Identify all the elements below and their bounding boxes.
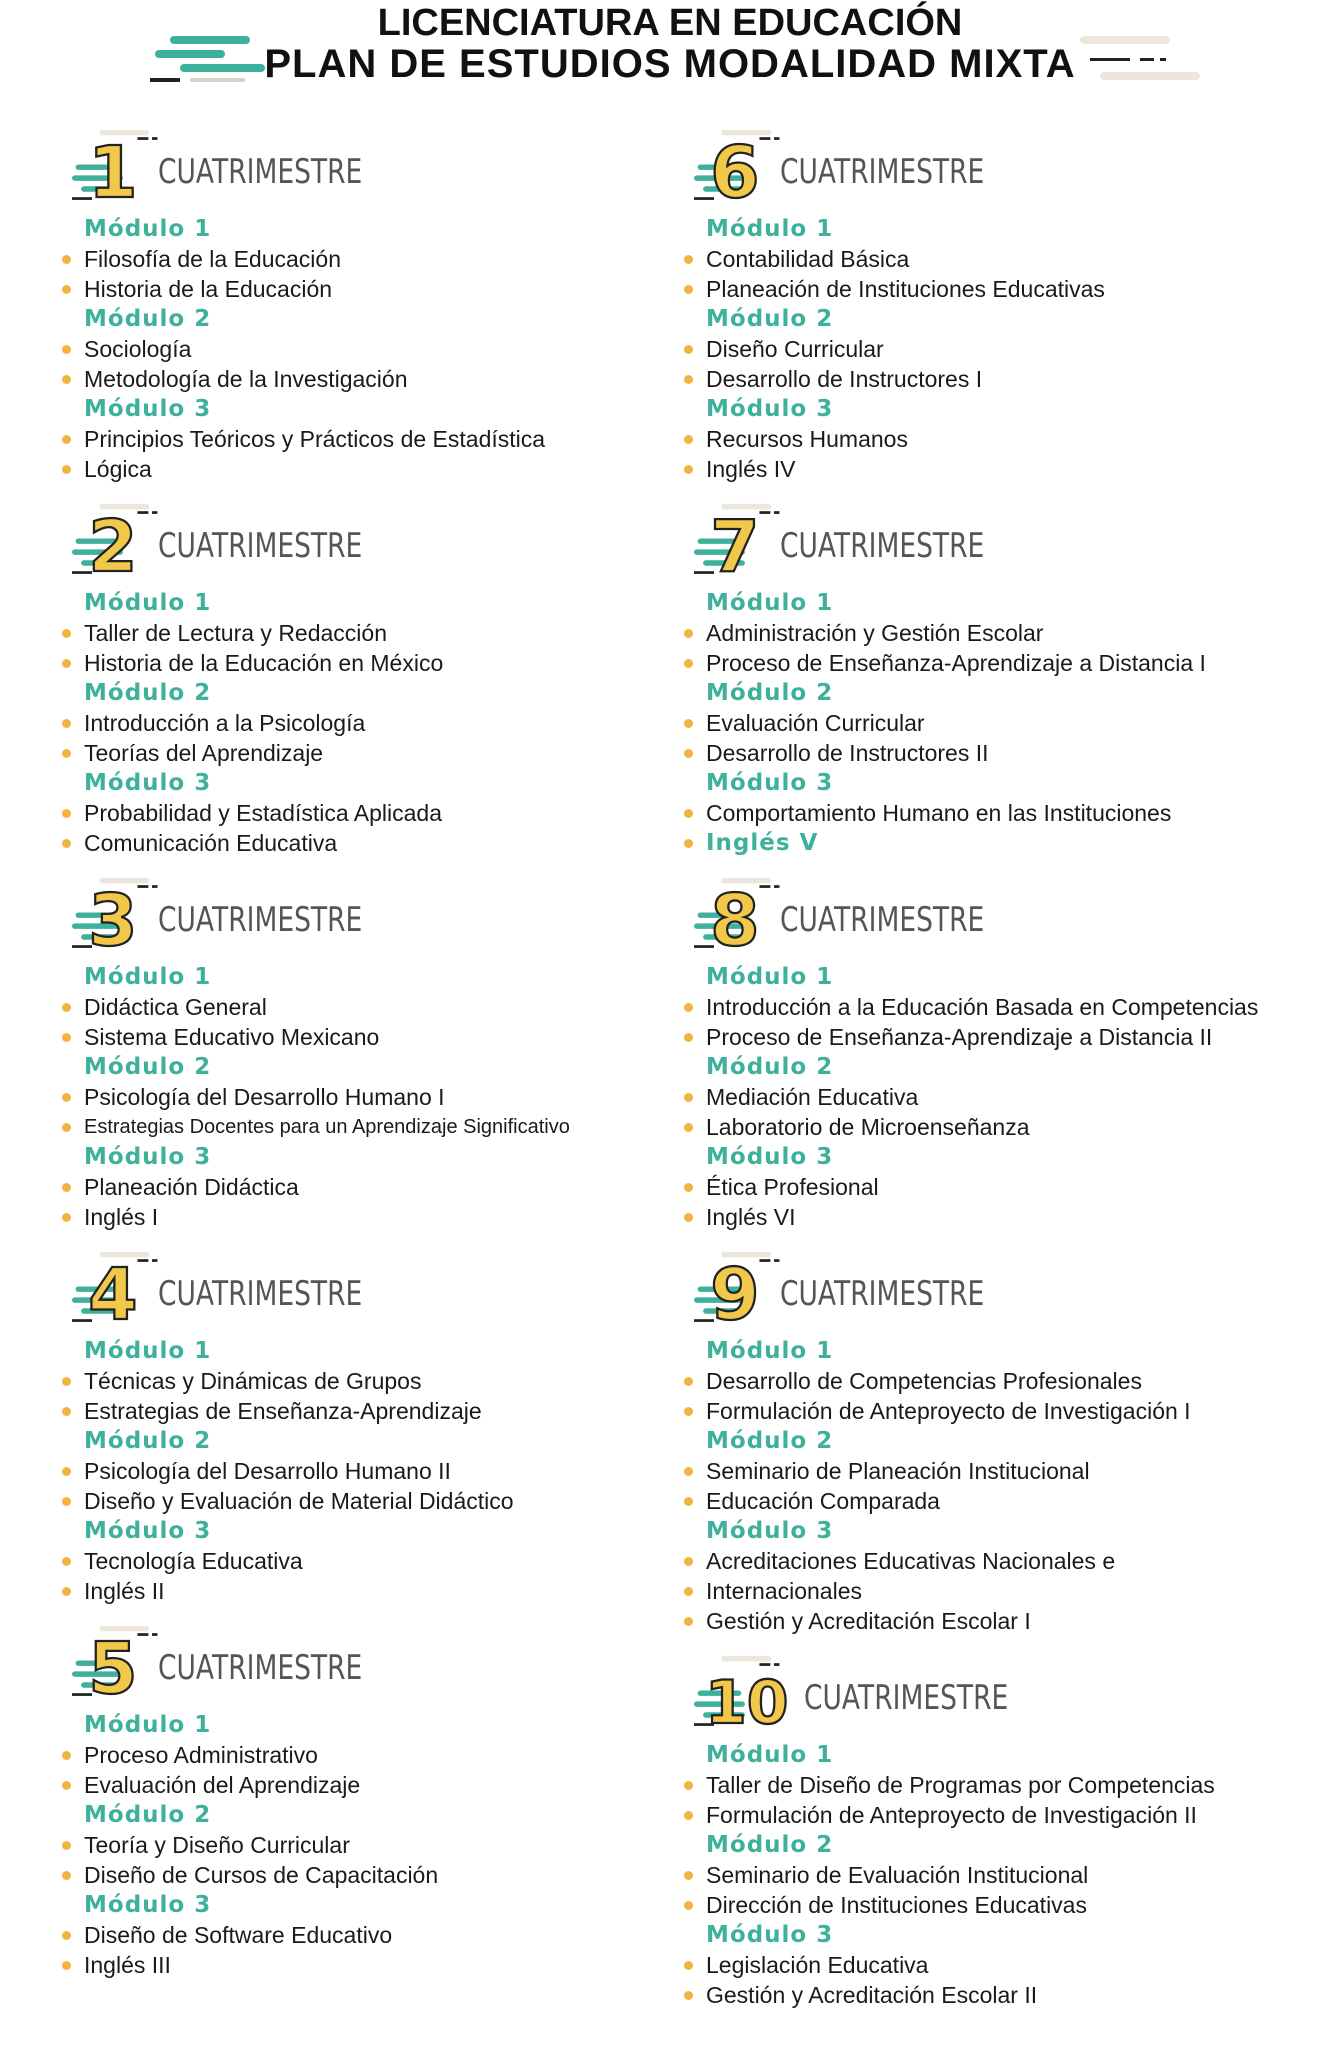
semester-number: 10 xyxy=(704,1668,789,1739)
course-list xyxy=(58,1830,698,1890)
semester-number-badge xyxy=(694,1650,794,1740)
course-item: Acreditaciones Educativas Nacionales e xyxy=(706,1546,1320,1576)
course-list xyxy=(680,1456,1320,1516)
course-list xyxy=(58,1366,698,1426)
course-list xyxy=(680,708,1320,768)
page-subtitle: PLAN DE ESTUDIOS MODALIDAD MIXTA xyxy=(264,42,1076,86)
course-list xyxy=(680,244,1320,304)
course-list xyxy=(58,1546,698,1606)
course-item: Evaluación Curricular xyxy=(706,708,1320,738)
course-item: Metodología de la Investigación xyxy=(84,364,698,394)
semester-header xyxy=(58,492,698,588)
course-item: Sistema Educativo Mexicano xyxy=(84,1022,698,1052)
semester-block xyxy=(680,866,1320,1232)
module-label: Módulo 1 xyxy=(706,216,834,242)
course-item: Introducción a la Psicología xyxy=(84,708,698,738)
semester-header xyxy=(680,866,1320,962)
module-label: Módulo 1 xyxy=(706,1338,834,1364)
course-item: Psicología del Desarrollo Humano I xyxy=(84,1082,698,1112)
semester-number-badge xyxy=(72,872,172,962)
course-item: Taller de Diseño de Programas por Competencias xyxy=(706,1770,1320,1800)
semester-block xyxy=(58,118,698,484)
course-item: Contabilidad Básica xyxy=(706,244,1320,274)
semester-number: 2 xyxy=(88,505,138,588)
semester-header xyxy=(680,1240,1320,1336)
course-item: Comunicación Educativa xyxy=(84,828,698,858)
semester-number: 9 xyxy=(710,1253,760,1336)
course-list xyxy=(680,1546,1320,1636)
course-list xyxy=(58,1082,698,1142)
course-item: Gestión y Acreditación Escolar II xyxy=(706,1980,1320,2010)
semester-number: 5 xyxy=(88,1627,138,1710)
semester-number-badge xyxy=(694,1246,794,1336)
semester-title: CUATRIMESTRE xyxy=(158,1274,363,1314)
module-label: Módulo 2 xyxy=(84,680,212,706)
course-item: Didáctica General xyxy=(84,992,698,1022)
course-list xyxy=(58,334,698,394)
course-list xyxy=(58,1740,698,1800)
semester-title: CUATRIMESTRE xyxy=(780,900,985,940)
module-label: Módulo 1 xyxy=(84,1712,212,1738)
course-item: Probabilidad y Estadística Aplicada xyxy=(84,798,698,828)
semester-title: CUATRIMESTRE xyxy=(158,152,363,192)
course-item: Historia de la Educación xyxy=(84,274,698,304)
course-item: Inglés V xyxy=(706,828,1320,858)
course-item: Comportamiento Humano en las Instituciones xyxy=(706,798,1320,828)
course-item: Estrategias Docentes para un Aprendizaje Significativo xyxy=(84,1112,698,1142)
course-list xyxy=(680,1366,1320,1426)
module-label: Módulo 3 xyxy=(706,1144,834,1170)
module-label: Módulo 3 xyxy=(84,1144,212,1170)
course-item: Legislación Educativa xyxy=(706,1950,1320,1980)
semester-header xyxy=(58,1614,698,1710)
course-item: Formulación de Anteproyecto de Investigación I xyxy=(706,1396,1320,1426)
semester-number-badge xyxy=(72,498,172,588)
semester-header xyxy=(58,866,698,962)
course-item: Gestión y Acreditación Escolar I xyxy=(706,1606,1320,1636)
course-list xyxy=(680,1770,1320,1830)
module-label: Módulo 3 xyxy=(706,396,834,422)
course-list xyxy=(680,618,1320,678)
course-list xyxy=(680,334,1320,394)
course-list xyxy=(58,992,698,1052)
course-item: Inglés I xyxy=(84,1202,698,1232)
course-item: Estrategias de Enseñanza-Aprendizaje xyxy=(84,1396,698,1426)
course-list xyxy=(58,1172,698,1232)
course-item: Seminario de Evaluación Institucional xyxy=(706,1860,1320,1890)
module-label: Módulo 2 xyxy=(706,1428,834,1454)
semester-header xyxy=(680,1644,1320,1740)
semester-number: 7 xyxy=(710,505,760,588)
course-item: Mediación Educativa xyxy=(706,1082,1320,1112)
semester-block xyxy=(58,1240,698,1606)
course-item: Historia de la Educación en México xyxy=(84,648,698,678)
module-label: Módulo 1 xyxy=(84,964,212,990)
course-item: Laboratorio de Microenseñanza xyxy=(706,1112,1320,1142)
course-item: Evaluación del Aprendizaje xyxy=(84,1770,698,1800)
module-label: Módulo 3 xyxy=(706,770,834,796)
semester-number-badge xyxy=(694,872,794,962)
course-list xyxy=(680,1860,1320,1920)
course-item: Formulación de Anteproyecto de Investigación II xyxy=(706,1800,1320,1830)
course-item: Desarrollo de Instructores I xyxy=(706,364,1320,394)
semester-title: CUATRIMESTRE xyxy=(780,526,985,566)
course-item: Recursos Humanos xyxy=(706,424,1320,454)
course-list xyxy=(58,798,698,858)
course-item: Inglés II xyxy=(84,1576,698,1606)
course-item: Introducción a la Educación Basada en Competencias xyxy=(706,992,1320,1022)
semester-header xyxy=(58,118,698,214)
semester-block xyxy=(58,492,698,858)
course-item: Internacionales xyxy=(706,1576,1320,1606)
course-item: Tecnología Educativa xyxy=(84,1546,698,1576)
course-item: Filosofía de la Educación xyxy=(84,244,698,274)
semester-block xyxy=(680,492,1320,858)
module-label: Módulo 2 xyxy=(84,1054,212,1080)
course-list xyxy=(680,798,1320,858)
course-item: Lógica xyxy=(84,454,698,484)
course-item: Diseño de Cursos de Capacitación xyxy=(84,1860,698,1890)
left-column xyxy=(58,118,698,1988)
semester-number: 3 xyxy=(88,879,138,962)
semester-block xyxy=(680,1240,1320,1636)
semester-title: CUATRIMESTRE xyxy=(780,152,985,192)
module-label: Módulo 3 xyxy=(84,1518,212,1544)
course-item: Diseño y Evaluación de Material Didáctico xyxy=(84,1486,698,1516)
course-item: Diseño Curricular xyxy=(706,334,1320,364)
module-label: Módulo 2 xyxy=(84,1802,212,1828)
course-item: Administración y Gestión Escolar xyxy=(706,618,1320,648)
course-item: Inglés VI xyxy=(706,1202,1320,1232)
module-label: Módulo 1 xyxy=(84,216,212,242)
course-list xyxy=(58,708,698,768)
course-item: Diseño de Software Educativo xyxy=(84,1920,698,1950)
course-item: Sociología xyxy=(84,334,698,364)
course-list xyxy=(680,1082,1320,1142)
semester-number: 4 xyxy=(88,1253,138,1336)
course-item: Proceso de Enseñanza-Aprendizaje a Distancia II xyxy=(706,1022,1320,1052)
semester-number-badge xyxy=(72,1620,172,1710)
semester-title: CUATRIMESTRE xyxy=(804,1678,1009,1718)
course-item: Principios Teóricos y Prácticos de Estadística xyxy=(84,424,698,454)
course-list xyxy=(58,618,698,678)
course-list xyxy=(58,1456,698,1516)
course-item: Proceso de Enseñanza-Aprendizaje a Distancia I xyxy=(706,648,1320,678)
module-label: Módulo 3 xyxy=(84,770,212,796)
course-item: Inglés III xyxy=(84,1950,698,1980)
page-header xyxy=(0,0,1340,110)
semester-title: CUATRIMESTRE xyxy=(158,526,363,566)
course-item: Dirección de Instituciones Educativas xyxy=(706,1890,1320,1920)
course-item: Desarrollo de Competencias Profesionales xyxy=(706,1366,1320,1396)
course-list xyxy=(58,244,698,304)
course-item: Ética Profesional xyxy=(706,1172,1320,1202)
semester-block xyxy=(680,1644,1320,2010)
module-label: Módulo 1 xyxy=(84,590,212,616)
course-item: Técnicas y Dinámicas de Grupos xyxy=(84,1366,698,1396)
course-item: Proceso Administrativo xyxy=(84,1740,698,1770)
module-label: Módulo 1 xyxy=(706,1742,834,1768)
course-item: Taller de Lectura y Redacción xyxy=(84,618,698,648)
semester-number-badge xyxy=(72,1246,172,1336)
page-title: LICENCIATURA EN EDUCACIÓN xyxy=(377,2,963,44)
module-label: Módulo 3 xyxy=(84,396,212,422)
semester-header xyxy=(680,118,1320,214)
semester-title: CUATRIMESTRE xyxy=(158,900,363,940)
right-column xyxy=(680,118,1320,2018)
semester-number-badge xyxy=(694,498,794,588)
semester-number-badge xyxy=(72,124,172,214)
semester-block xyxy=(58,1614,698,1980)
module-label: Módulo 3 xyxy=(706,1518,834,1544)
semester-title: CUATRIMESTRE xyxy=(158,1648,363,1688)
course-item: Teorías del Aprendizaje xyxy=(84,738,698,768)
course-list xyxy=(58,424,698,484)
course-list xyxy=(680,424,1320,484)
module-label: Módulo 2 xyxy=(706,1054,834,1080)
module-label: Módulo 3 xyxy=(706,1922,834,1948)
course-item: Inglés IV xyxy=(706,454,1320,484)
course-item: Psicología del Desarrollo Humano II xyxy=(84,1456,698,1486)
semester-block xyxy=(680,118,1320,484)
semester-header xyxy=(680,492,1320,588)
semester-number: 1 xyxy=(88,131,138,214)
course-item: Desarrollo de Instructores II xyxy=(706,738,1320,768)
course-list xyxy=(58,1920,698,1980)
course-list xyxy=(680,1950,1320,2010)
course-item: Teoría y Diseño Curricular xyxy=(84,1830,698,1860)
module-label: Módulo 3 xyxy=(84,1892,212,1918)
course-list xyxy=(680,1172,1320,1232)
module-label: Módulo 1 xyxy=(84,1338,212,1364)
module-label: Módulo 2 xyxy=(706,306,834,332)
module-label: Módulo 2 xyxy=(706,1832,834,1858)
course-item: Planeación de Instituciones Educativas xyxy=(706,274,1320,304)
semester-block xyxy=(58,866,698,1232)
module-label: Módulo 1 xyxy=(706,964,834,990)
course-item: Planeación Didáctica xyxy=(84,1172,698,1202)
course-list xyxy=(680,992,1320,1052)
semester-number: 8 xyxy=(710,879,760,962)
course-item: Seminario de Planeación Institucional xyxy=(706,1456,1320,1486)
module-label: Módulo 2 xyxy=(84,1428,212,1454)
semester-number: 6 xyxy=(710,131,760,214)
course-item: Educación Comparada xyxy=(706,1486,1320,1516)
module-label: Módulo 2 xyxy=(84,306,212,332)
module-label: Módulo 1 xyxy=(706,590,834,616)
semester-number-badge xyxy=(694,124,794,214)
semester-header xyxy=(58,1240,698,1336)
semester-title: CUATRIMESTRE xyxy=(780,1274,985,1314)
module-label: Módulo 2 xyxy=(706,680,834,706)
